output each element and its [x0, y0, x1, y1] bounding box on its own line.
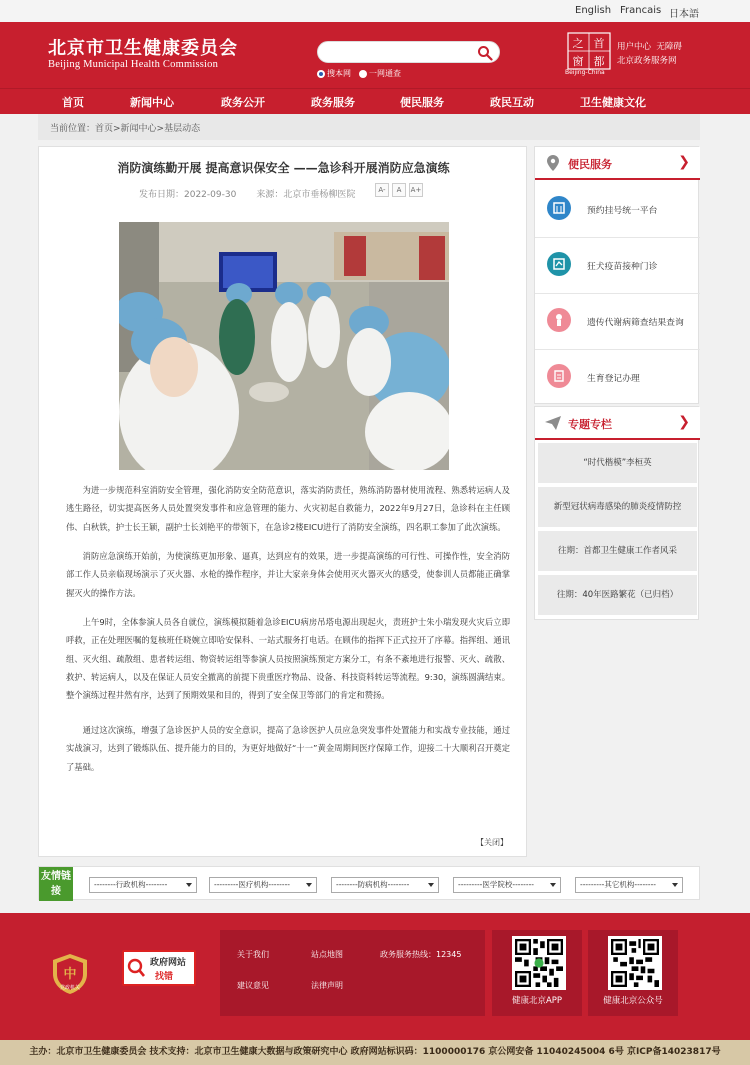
main-nav [0, 88, 750, 114]
chevron-right-icon[interactable]: ❯ [678, 414, 690, 430]
article-paragraph: 为进一步规范科室消防安全管理，强化消防安全防范意识，落实消防责任，熟练消防器材使用流程、熟悉转运病人及逃生路径，切实提高医务人员处置突发事件和应急管理的能力、火灾初起自救能力，2022年9月27日，急诊科在主任顾伟、白秋铁，护士长王颖，副护士长刘艳平的带领下，在急诊2楼EICU进行了消防安全演练，四名职工参加了此次演练。 [66, 485, 510, 532]
topic-title: 专题专栏 [568, 418, 612, 431]
topic-item[interactable]: 新型冠状病毒感染的肺炎疫情防控 [538, 487, 697, 527]
lang-japanese-link[interactable]: 日本語 [669, 9, 699, 20]
lang-french-link[interactable]: Francais [620, 5, 662, 16]
font-medium-button[interactable]: A [392, 183, 406, 197]
lang-english-link[interactable]: English [575, 5, 612, 16]
chevron-right-icon[interactable]: ❯ [678, 154, 690, 170]
topic-item[interactable]: “时代楷模”李桓英 [538, 443, 697, 483]
link-select-medical[interactable]: ---------医疗机构-------- [209, 877, 317, 893]
feedback-link[interactable]: 建议意见 [237, 981, 269, 990]
breadcrumb[interactable]: 当前位置：首页>新闻中心>基层动态 [38, 114, 700, 140]
footer-links-panel [220, 930, 485, 1016]
nav-public-service[interactable]: 便民服务 [400, 96, 444, 109]
user-center-link[interactable]: 用户中心 [617, 42, 652, 52]
gov-service-link[interactable]: 北京政务服务网 [617, 56, 677, 66]
accessibility-link[interactable]: 无障碍 [656, 42, 682, 52]
baby-icon [547, 308, 571, 332]
link-select-disease[interactable]: --------防病机构-------- [331, 877, 439, 893]
nav-news[interactable]: 新闻中心 [130, 96, 174, 109]
magnifier-icon [127, 958, 145, 978]
wechat-qr-code [608, 936, 662, 990]
gov-site-label: 政府网站 [150, 958, 187, 968]
legal-link[interactable]: 法律声明 [311, 981, 343, 990]
nav-home[interactable]: 首页 [62, 96, 84, 109]
capital-char-4: 窗 [572, 55, 584, 68]
wechat-qr-panel [588, 930, 678, 1016]
nav-gov-service[interactable]: 政务服务 [311, 96, 355, 109]
service-item[interactable] [535, 238, 700, 294]
search-scope-site-radio[interactable] [317, 70, 325, 78]
language-bar [0, 0, 750, 22]
app-qr-panel [492, 930, 582, 1016]
user-links [617, 40, 682, 68]
location-pin-icon [547, 155, 559, 171]
app-qr-code [512, 936, 566, 990]
article-paragraph: 通过这次演练，增强了急诊医护人员的安全意识，提高了急诊医护人员应急突发事件处置能力和实战专业技能，通过实战演习，达到了锻炼队伍、提升能力的目的，为更好地做好“十一”黄金周期间医疗保障工作，迎接二十大顺利召开奠定了基础。 [66, 725, 510, 772]
service-panel [534, 146, 699, 404]
capital-char-3: 都 [593, 55, 605, 68]
about-link[interactable]: 关于我们 [237, 950, 269, 959]
article-date: 发布日期：2022-09-30 [139, 190, 237, 200]
svg-text:中: 中 [63, 967, 77, 982]
topic-item[interactable]: 往期：40年医路繁花（已归档） [538, 575, 697, 615]
search-scope [317, 68, 401, 79]
article-panel [38, 146, 527, 857]
capital-char-2: 之 [572, 37, 584, 50]
hotline-text: 政务服务热线：12345 [380, 950, 462, 959]
search-icon[interactable] [477, 45, 493, 61]
link-select-admin[interactable]: --------行政机构-------- [89, 877, 197, 893]
registration-icon [547, 364, 571, 388]
close-link[interactable]: 【关闭】 [476, 838, 508, 847]
friendly-links-label: 友情链接 [39, 867, 73, 901]
service-label: 生育登记办理 [587, 374, 640, 384]
app-qr-label: 健康北京APP [511, 996, 563, 1006]
service-label: 狂犬疫苗接种门诊 [587, 262, 658, 272]
topic-item[interactable]: 往期：首都卫生健康工作者风采 [538, 531, 697, 571]
service-item[interactable] [535, 182, 700, 238]
link-select-college[interactable]: ---------医学院校-------- [453, 877, 561, 893]
find-error-label: 找错 [155, 972, 174, 982]
hospital-icon [547, 196, 571, 220]
topic-header[interactable] [535, 407, 700, 440]
footer-copyright: 主办：北京市卫生健康委员会 技术支持：北京市卫生健康大数据与政策研究中心 政府网站标识码：1100000176 京公网安备 11040245004 6号 京ICP备14023817号 [0, 1040, 750, 1065]
capital-logo-sub: Beijing-China [565, 69, 605, 76]
article-source: 来源：北京市垂杨柳医院 [256, 190, 356, 200]
search-scope-all-label: 一网通查 [369, 69, 401, 78]
site-header [0, 22, 750, 88]
sitemap-link[interactable]: 站点地图 [311, 950, 343, 959]
badge-text: 党政机关 [59, 985, 81, 991]
party-gov-badge-icon[interactable] [51, 953, 89, 995]
wechat-qr-label: 健康北京公众号 [603, 996, 663, 1006]
capital-char-1: 首 [593, 37, 605, 50]
service-title: 便民服务 [568, 158, 612, 171]
paper-plane-icon [545, 416, 561, 430]
link-select-other[interactable]: ---------其它机构-------- [575, 877, 683, 893]
service-label: 预约挂号统一平台 [587, 206, 658, 216]
site-title-en: Beijing Municipal Health Commission [48, 59, 219, 70]
gov-site-error-report-button[interactable] [122, 950, 196, 986]
search-input[interactable] [317, 41, 500, 63]
service-item[interactable] [535, 350, 700, 406]
article-paragraph: 消防应急演练开始前，为使演练更加形象、逼真，达到应有的效果，进一步提高演练的可行性、可操作性，安全消防部工作人员亲临现场演示了灭火器、水枪的操作程序，并让大家亲身体会使用灭火器灭火的感受，使参训人员都能正确掌握灭火的操作方法。 [66, 551, 510, 598]
font-small-button[interactable]: A- [375, 183, 389, 197]
article-meta [139, 187, 355, 200]
site-footer [0, 913, 750, 1040]
article-paragraph: 上午9时，全体参演人员各自就位，演练模拟随着急诊EICU病房吊塔电源出现起火，责班护士朱小瑞发现火灾后立即呼救，正在处理医嘱的复核班任晓婉立即哈安保科、一站式服务打电话。在顾伟的指挥下正式拉开了序幕。指挥组、通讯组、灭火组、疏散组、患者转运组、物资转运组等参演人员按照演练预定方案分工，有条不紊地进行报警、灭火、疏散、救护、转运病人，以及在保证人员安全撤离的前提下贵重医疗物品、设备、科技资料转运等流程。9:30，演练圆满结束。整个演练过程井然有序，达到了预期效果和目的，得到了安全保卫等部门的肯定和赞扬。 [66, 617, 510, 701]
search-scope-site-label: 搜本网 [327, 69, 351, 78]
vaccine-icon [547, 252, 571, 276]
nav-interaction[interactable]: 政民互动 [490, 96, 534, 109]
friendly-links [38, 866, 700, 900]
service-item[interactable] [535, 294, 700, 350]
service-label: 遗传代谢病筛查结果查询 [587, 318, 684, 328]
service-header[interactable] [535, 147, 700, 180]
drill-photo [119, 222, 449, 470]
nav-culture[interactable]: 卫生健康文化 [580, 96, 646, 109]
topic-panel [534, 406, 699, 620]
article-title: 消防演练勤开展 提高意识保安全 ——急诊科开展消防应急演练 [117, 161, 450, 175]
font-large-button[interactable]: A+ [409, 183, 423, 197]
site-title[interactable]: 北京市卫生健康委员会 [48, 38, 238, 59]
search-scope-all-radio[interactable] [359, 70, 367, 78]
nav-gov-affairs[interactable]: 政务公开 [221, 96, 265, 109]
